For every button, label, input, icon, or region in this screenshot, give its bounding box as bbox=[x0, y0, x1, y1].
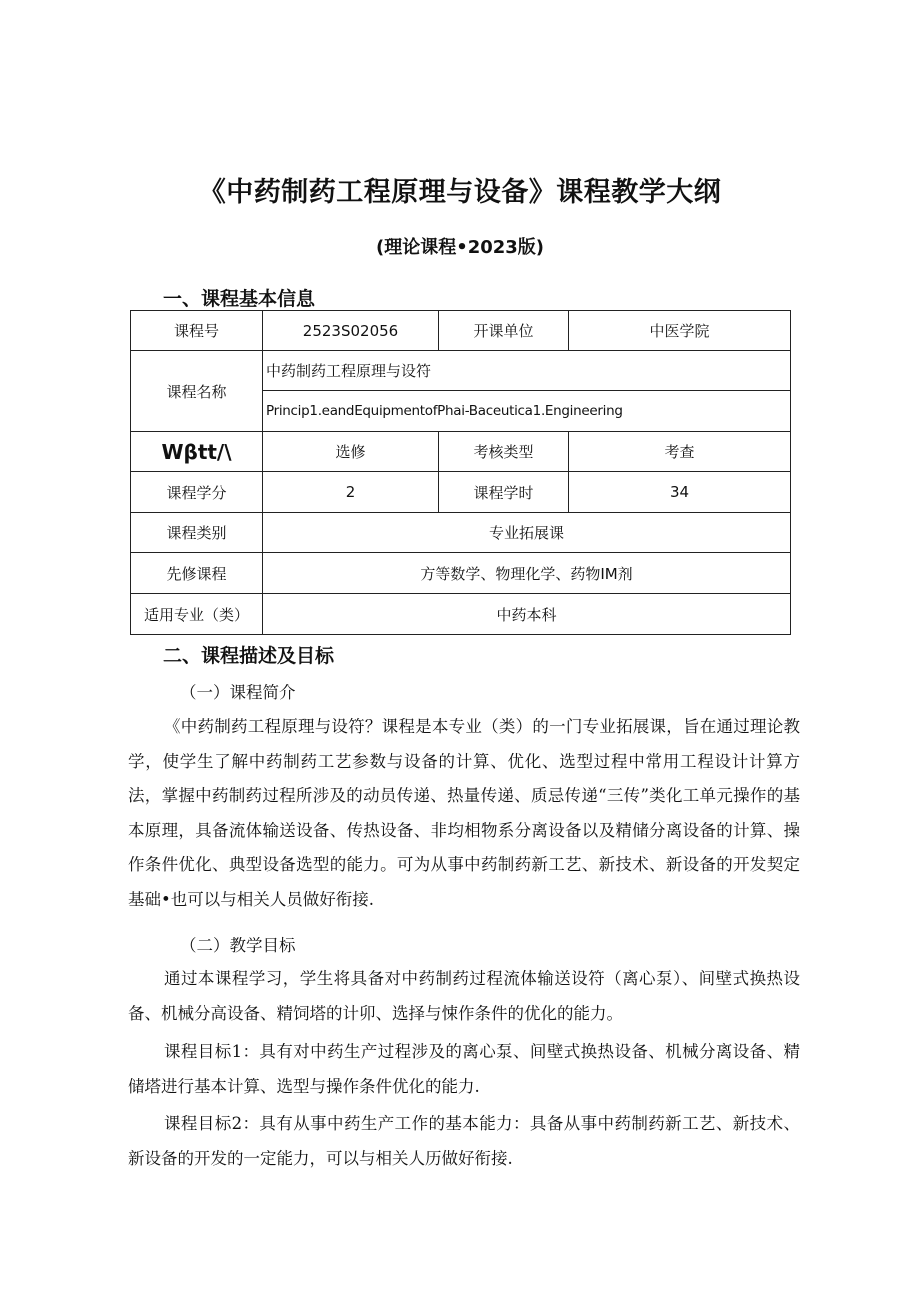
section2-heading: 二、课程描述及目标 bbox=[163, 645, 335, 667]
goal2-paragraph: 课程目标2：具有从事中药生产工作的基本能力：具备从事中药制药新工艺、新技术、新设备的开发的一定能力，可以与相关人历做好衔接. bbox=[128, 1114, 800, 1168]
table-row bbox=[131, 594, 791, 635]
dept-label: 开课单位 bbox=[439, 311, 569, 351]
course-nature-label: Wβtt/\ bbox=[131, 432, 263, 472]
intro-heading: （一）课程简介 bbox=[180, 683, 296, 702]
assess-value: 考查 bbox=[569, 432, 791, 472]
course-code-value: 2523S02056 bbox=[263, 311, 439, 351]
document-subtitle: (理论课程•2023版) bbox=[375, 237, 545, 258]
hours-value: 34 bbox=[569, 472, 791, 513]
goal1-block bbox=[128, 1035, 800, 1104]
assess-label: 考核类型 bbox=[439, 432, 569, 472]
table-row bbox=[131, 472, 791, 513]
section1-heading: 一、课程基本信息 bbox=[163, 288, 316, 310]
table-row bbox=[131, 553, 791, 594]
course-nature-value: 选修 bbox=[263, 432, 439, 472]
prereq-value: 方等数学、物理化学、药物IM剂 bbox=[263, 553, 791, 594]
goals-paragraph-block bbox=[128, 962, 800, 1031]
course-name-cn: 中药制药工程原理与设符 bbox=[263, 351, 791, 391]
category-label: 课程类别 bbox=[131, 513, 263, 553]
major-label: 适用专业（类） bbox=[131, 594, 263, 635]
goals-paragraph: 通过本课程学习，学生将具备对中药制药过程流体输送设符（离心泵）、间壁式换热设备、机械分高设备、精饲塔的计卯、选择与悚作条件的优化的能力。 bbox=[128, 969, 800, 1023]
dept-value: 中医学院 bbox=[569, 311, 791, 351]
table-row bbox=[131, 311, 791, 351]
table-row bbox=[131, 513, 791, 553]
category-value: 专业拓展课 bbox=[263, 513, 791, 553]
document-title: 《中药制药工程原理与设备》课程教学大纲 bbox=[198, 177, 722, 208]
hours-label: 课程学时 bbox=[439, 472, 569, 513]
intro-paragraph-block bbox=[128, 710, 800, 917]
prereq-label: 先修课程 bbox=[131, 553, 263, 594]
credit-label: 课程学分 bbox=[131, 472, 263, 513]
goal2-block bbox=[128, 1107, 800, 1176]
course-name-en: Princip1.eandEquipmentofPhai-Baceutica1.Engineering bbox=[263, 391, 791, 432]
major-value: 中药本科 bbox=[263, 594, 791, 635]
credit-value: 2 bbox=[263, 472, 439, 513]
course-code-label: 课程号 bbox=[131, 311, 263, 351]
table-row bbox=[131, 351, 791, 391]
course-name-label: 课程名称 bbox=[131, 351, 263, 432]
goal1-paragraph: 课程目标1：具有对中药生产过程涉及的离心泵、间壁式换热设备、机械分离设备、精储塔进行基本计算、选型与操作条件优化的能力. bbox=[128, 1042, 800, 1096]
course-info-table bbox=[130, 310, 791, 635]
goals-heading: （二）教学目标 bbox=[180, 936, 296, 955]
table-row bbox=[131, 432, 791, 472]
intro-paragraph: 《中药制药工程原理与设符？课程是本专业（类）的一门专业拓展课，旨在通过理论教学，使学生了解中药制药工艺参数与设备的计算、优化、选型过程中常用工程设计计算方法，掌握中药制药过程所涉及的动员传递、热量传递、质忌传递“三传”类化工单元操作的基本原理，具备流体输送设备、传热设备、非均相物系分离设备以及精储分离设备的计算、操作条件优化、典型设备选型的能力。可为从事中药制药新工艺、新技术、新设备的开发契定基础•也可以与相关人员做好衔接. bbox=[128, 717, 800, 909]
